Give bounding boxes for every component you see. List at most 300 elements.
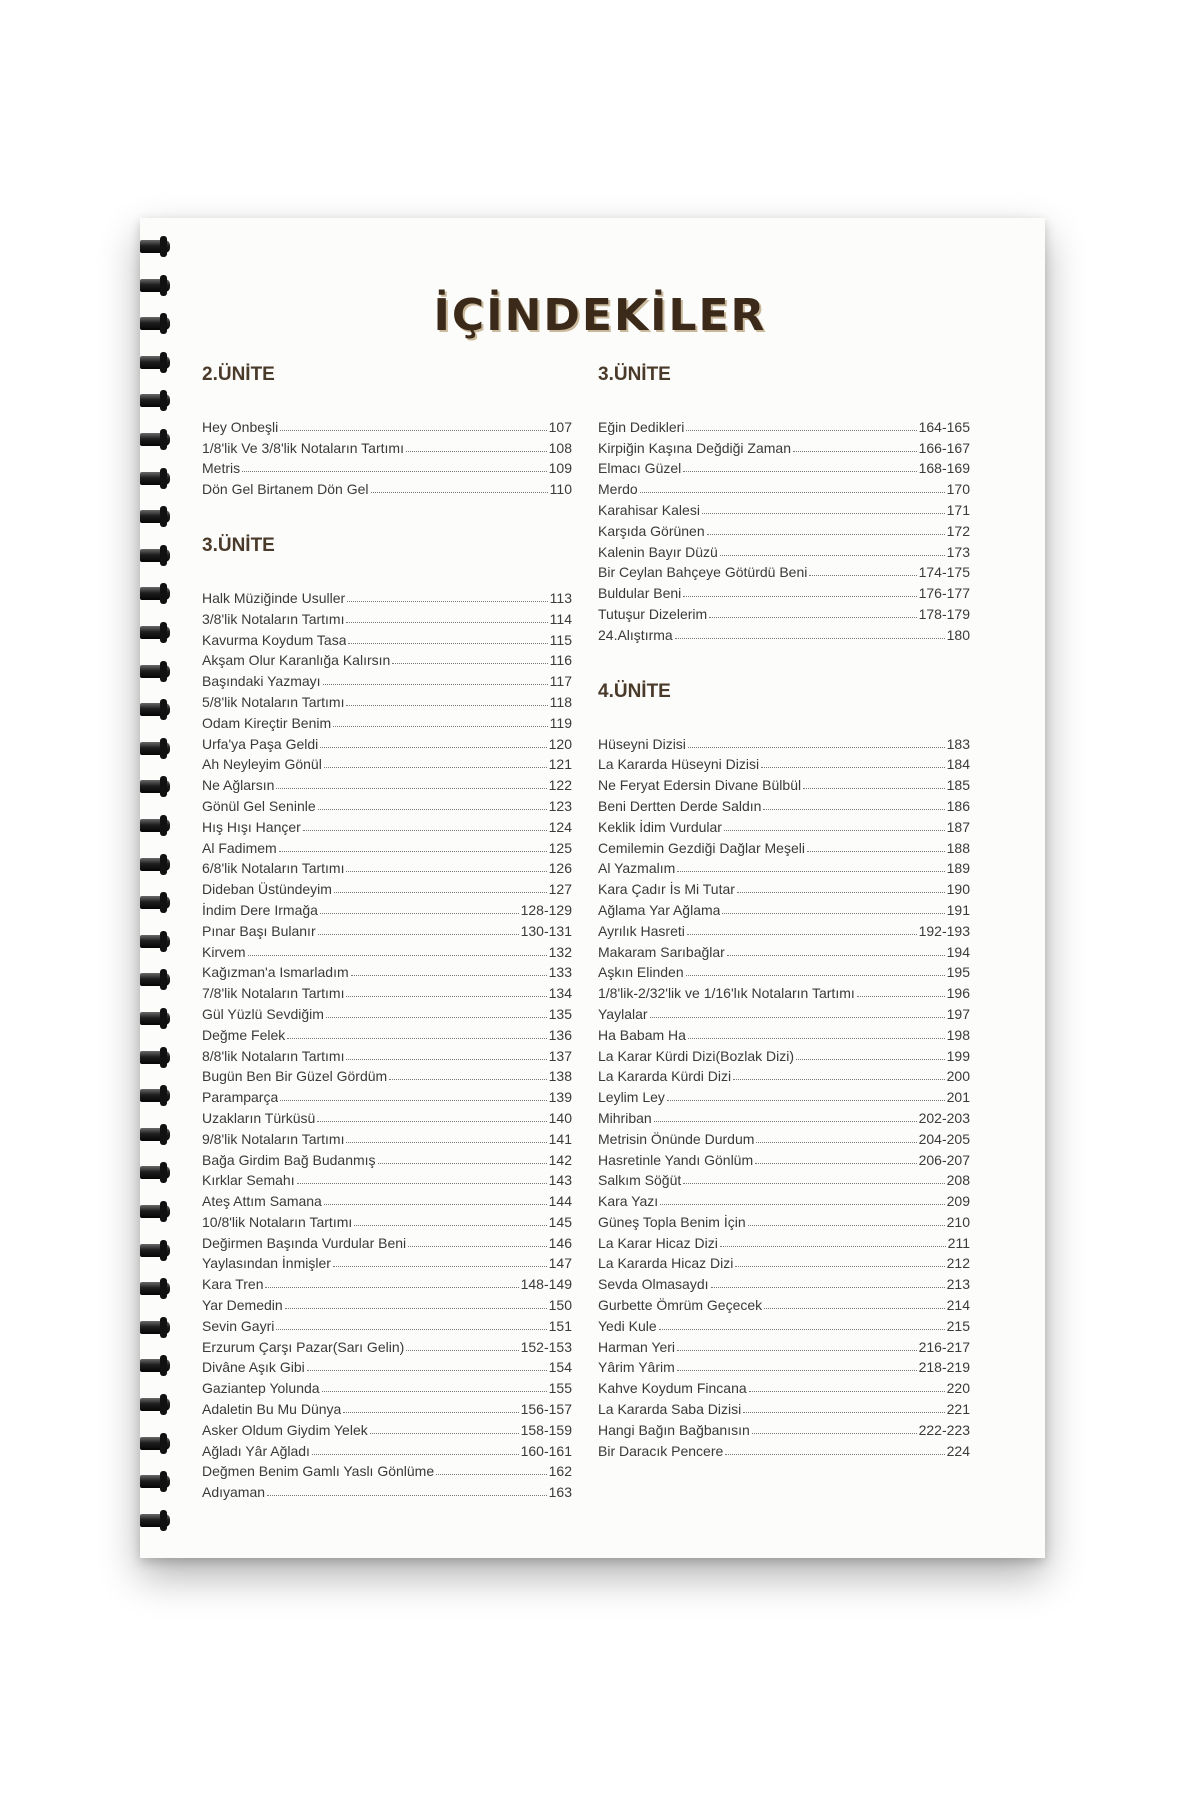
toc-entry-title: Bağa Girdim Bağ Budanmış [202, 1151, 376, 1168]
spiral-coil [140, 1089, 170, 1102]
dot-leader [677, 871, 944, 872]
dot-leader [807, 851, 945, 852]
spiral-coil [140, 626, 170, 639]
dot-leader [720, 555, 945, 556]
toc-entry-page: 151 [548, 1317, 572, 1334]
toc-entry [598, 1313, 970, 1334]
dot-leader [702, 513, 945, 514]
spiral-coil [140, 858, 170, 871]
toc-entry-title: Akşam Olur Karanlığa Kalırsın [202, 652, 391, 669]
toc-entry-title: 7/8'lik Notaların Tartımı [202, 985, 345, 1002]
toc-entry [202, 1417, 572, 1438]
toc-entry [598, 876, 970, 897]
toc-entry-title: Dideban Üstündeyim [202, 881, 332, 898]
dot-leader [347, 601, 548, 602]
toc-entry-title: Leylim Ley [598, 1089, 665, 1106]
toc-entry-page: 122 [548, 777, 572, 794]
toc-entry-title: La Karar Hicaz Dizi [598, 1234, 718, 1251]
toc-entry [202, 1271, 572, 1292]
toc-entry-title: Ağlama Yar Ağlama [598, 901, 721, 918]
dot-leader [654, 1121, 917, 1122]
spiral-binding [140, 240, 174, 1540]
toc-entry [202, 1064, 572, 1085]
dot-leader [756, 1142, 916, 1143]
toc-section [598, 681, 970, 1459]
toc-entry [598, 897, 970, 918]
toc-entry [598, 435, 970, 456]
toc-entry [202, 606, 572, 627]
toc-entry [202, 980, 572, 1001]
toc-entry-title: Gaziantep Yolunda [202, 1380, 320, 1397]
toc-entry-title: Kağızman'a Ismarladım [202, 964, 349, 981]
dot-leader [346, 1142, 546, 1143]
toc-entry-page: 218-219 [918, 1359, 970, 1376]
spiral-coil [140, 433, 170, 446]
toc-entry-title: Metrisin Önünde Durdum [598, 1130, 755, 1147]
toc-entry-page: 147 [548, 1255, 572, 1272]
toc-entry-title: Karşıda Görünen [598, 522, 705, 539]
toc-entry [202, 1126, 572, 1147]
toc-entry [202, 710, 572, 731]
toc-entry [598, 1251, 970, 1272]
toc-entry-page: 212 [946, 1255, 970, 1272]
toc-entry-title: La Kararda Hüseyni Dizisi [598, 756, 760, 773]
toc-entry-title: Makaram Sarıbağlar [598, 943, 725, 960]
dot-leader [297, 1183, 547, 1184]
toc-entry-title: 5/8'lik Notaların Tartımı [202, 693, 345, 710]
toc-entry-page: 214 [946, 1297, 970, 1314]
toc-entry-title: Pınar Başı Bulanır [202, 922, 316, 939]
spiral-coil [140, 1012, 170, 1025]
toc-entry-title: Gönül Gel Seninle [202, 797, 316, 814]
toc-entry [202, 1355, 572, 1376]
toc-entry-page: 208 [946, 1172, 970, 1189]
toc-entry-page: 196 [946, 985, 970, 1002]
toc-entry-title: Keklik İdim Vurdular [598, 818, 722, 835]
toc-entry-title: 8/8'lik Notaların Tartımı [202, 1047, 345, 1064]
toc-entry-title: Urfa'ya Paşa Geldi [202, 735, 319, 752]
toc-entry-page: 210 [946, 1213, 970, 1230]
spiral-coil [140, 742, 170, 755]
toc-entry [598, 1417, 970, 1438]
toc-entry-page: 119 [549, 714, 572, 731]
toc-entry-page: 133 [548, 964, 572, 981]
toc-entry-page: 213 [946, 1276, 970, 1293]
toc-entry-page: 204-205 [918, 1130, 970, 1147]
toc-entry [202, 1251, 572, 1272]
toc-entry [202, 1147, 572, 1168]
toc-entry-title: Al Yazmalım [598, 860, 676, 877]
toc-entry-title: 9/8'lik Notaların Tartımı [202, 1130, 345, 1147]
toc-entry-title: Karahisar Kalesi [598, 501, 700, 518]
toc-entry-page: 188 [946, 839, 970, 856]
toc-entry-page: 190 [946, 881, 970, 898]
toc-entry [202, 1168, 572, 1189]
toc-entry-title: 6/8'lik Notaların Tartımı [202, 860, 345, 877]
dot-leader [749, 1391, 945, 1392]
toc-entry [598, 1438, 970, 1459]
toc-entry-title: Yaylasından İnmişler [202, 1255, 331, 1272]
toc-entry [598, 1188, 970, 1209]
toc-entry-page: 201 [946, 1089, 970, 1106]
toc-entry [202, 1022, 572, 1043]
toc-entry [598, 560, 970, 581]
toc-entry-page: 127 [548, 881, 572, 898]
dot-leader [276, 788, 546, 789]
spiral-coil [140, 819, 170, 832]
spiral-coil [140, 665, 170, 678]
toc-entry [202, 772, 572, 793]
toc-entry [202, 476, 572, 497]
dot-leader [659, 1329, 945, 1330]
toc-entry [202, 627, 572, 648]
dot-leader [688, 747, 945, 748]
toc-entry-title: Hasretinle Yandı Gönlüm [598, 1151, 754, 1168]
toc-entry-title: Kara Tren [202, 1276, 264, 1293]
dot-leader [371, 492, 548, 493]
toc-entry-title: Tutuşur Dizelerim [598, 605, 708, 622]
toc-entry-page: 134 [548, 985, 572, 1002]
dot-leader [709, 617, 916, 618]
toc-entry [202, 1438, 572, 1459]
dot-leader [267, 1495, 547, 1496]
dot-leader [370, 1433, 519, 1434]
toc-entry-page: 128-129 [520, 901, 572, 918]
toc-entry-title: Gül Yüzlü Sevdiğim [202, 1005, 324, 1022]
dot-leader [392, 663, 547, 664]
toc-entry-title: Ayrılık Hasreti [598, 922, 685, 939]
toc-entry-page: 202-203 [918, 1109, 970, 1126]
toc-entry [202, 897, 572, 918]
spiral-coil [140, 356, 170, 369]
dot-leader [280, 430, 546, 431]
toc-entry-title: Ateş Attım Samana [202, 1193, 322, 1210]
dot-leader [343, 1412, 518, 1413]
toc-entry-title: Kirpiğin Kaşına Değdiği Zaman [598, 439, 791, 456]
toc-entry [598, 622, 970, 643]
toc-entry [598, 1043, 970, 1064]
spiral-coil [140, 703, 170, 716]
dot-leader [752, 1433, 917, 1434]
toc-entry-page: 162 [548, 1463, 572, 1480]
dot-leader [287, 1038, 546, 1039]
toc-entry-page: 158-159 [520, 1421, 572, 1438]
toc-entry [202, 835, 572, 856]
spiral-coil [140, 896, 170, 909]
toc-entry-page: 174-175 [918, 564, 970, 581]
toc-entry [202, 1084, 572, 1105]
toc-entry [598, 1105, 970, 1126]
dot-leader [333, 1266, 547, 1267]
toc-entry [598, 1064, 970, 1085]
toc-entry [202, 939, 572, 960]
dot-leader [675, 638, 945, 639]
dot-leader [406, 1350, 518, 1351]
dot-leader [687, 934, 917, 935]
toc-entry [598, 772, 970, 793]
spiral-coil [140, 1205, 170, 1218]
toc-entry-page: 215 [946, 1317, 970, 1334]
toc-entry-title: Yedi Kule [598, 1317, 657, 1334]
toc-entry [598, 856, 970, 877]
dot-leader [351, 975, 547, 976]
toc-entry-title: La Kararda Hicaz Dizi [598, 1255, 734, 1272]
toc-entry-page: 195 [946, 964, 970, 981]
dot-leader [320, 747, 546, 748]
toc-entry-title: Hey Onbeşli [202, 418, 279, 435]
dot-leader [748, 1225, 945, 1226]
toc-entry-title: Kalenin Bayır Düzü [598, 543, 718, 560]
toc-entry-title: İndim Dere Irmağa [202, 901, 318, 918]
dot-leader [346, 871, 546, 872]
toc-entry-title: Mihriban [598, 1109, 652, 1126]
toc-entry-title: Beni Dertten Derde Saldın [598, 797, 762, 814]
dot-leader [722, 913, 944, 914]
toc-entry-title: Elmacı Güzel [598, 460, 682, 477]
section-heading: 4.ÜNİTE [598, 680, 671, 702]
toc-entry [202, 456, 572, 477]
toc-entry-title: La Kararda Kürdi Dizi [598, 1068, 732, 1085]
toc-entry-title: Adıyaman [202, 1484, 266, 1501]
toc-entry [598, 1147, 970, 1168]
dot-leader [318, 809, 547, 810]
toc-entry-title: 3/8'lik Notaların Tartımı [202, 610, 345, 627]
spiral-coil [140, 587, 170, 600]
toc-entry [202, 1334, 572, 1355]
dot-leader [323, 684, 548, 685]
toc-entry [598, 580, 970, 601]
toc-entry-title: Bir Daracık Pencere [598, 1442, 724, 1459]
toc-entry-page: 124 [548, 818, 572, 835]
toc-entry-page: 183 [946, 735, 970, 752]
toc-entry-title: Değme Felek [202, 1026, 286, 1043]
toc-entry-page: 191 [946, 901, 970, 918]
toc-entry [598, 414, 970, 435]
toc-entry-title: Kirvem [202, 943, 246, 960]
dot-leader [857, 996, 945, 997]
toc-entry-title: Hüseyni Dizisi [598, 735, 686, 752]
dot-leader [720, 1246, 946, 1247]
toc-entry-title: Başındaki Yazmayı [202, 673, 321, 690]
dot-leader [724, 830, 945, 831]
toc-entry-page: 163 [548, 1484, 572, 1501]
toc-entry-page: 118 [549, 693, 572, 710]
dot-leader [761, 767, 945, 768]
toc-entry-page: 152-153 [520, 1338, 572, 1355]
toc-left-column [202, 364, 572, 1538]
toc-entry-title: Değmen Benim Gamlı Yaslı Gönlüme [202, 1463, 435, 1480]
toc-entry-title: Yar Demedin [202, 1297, 283, 1314]
toc-entry [598, 835, 970, 856]
dot-leader [764, 1308, 944, 1309]
section-heading: 3.ÜNİTE [598, 364, 671, 385]
toc-entry [598, 1292, 970, 1313]
toc-entry-page: 178-179 [918, 605, 970, 622]
toc-entry-page: 132 [548, 943, 572, 960]
toc-entry-page: 187 [946, 818, 970, 835]
toc-entry [202, 668, 572, 689]
dot-leader [803, 788, 945, 789]
toc-entry-page: 107 [548, 418, 572, 435]
toc-entry-title: 1/8'lik-2/32'lik ve 1/16'lık Notaların Tartımı [598, 985, 855, 1002]
dot-leader [354, 1225, 546, 1226]
toc-entry-page: 154 [548, 1359, 572, 1376]
toc-entry [598, 456, 970, 477]
toc-entry-title: Bir Ceylan Bahçeye Götürdü Beni [598, 564, 808, 581]
dot-leader [667, 1100, 945, 1101]
toc-entry-page: 200 [946, 1068, 970, 1085]
toc-entry [598, 539, 970, 560]
toc-entry-title: Erzurum Çarşı Pazar(Sarı Gelin) [202, 1338, 405, 1355]
toc-entry [598, 1168, 970, 1189]
toc-entry-title: Sevda Olmasaydı [598, 1276, 709, 1293]
toc-entry-title: Sevin Gayri [202, 1317, 275, 1334]
toc-entry-page: 221 [946, 1401, 970, 1418]
toc-entry-page: 142 [548, 1151, 572, 1168]
toc-entry-page: 110 [549, 481, 572, 498]
toc-entry-page: 186 [946, 797, 970, 814]
spiral-coil [140, 472, 170, 485]
toc-entry-title: 10/8'lik Notaların Tartımı [202, 1213, 353, 1230]
dot-leader [725, 1454, 944, 1455]
toc-entry-title: Ah Neyleyim Gönül [202, 756, 322, 773]
spiral-coil [140, 1166, 170, 1179]
toc-entry-page: 145 [548, 1213, 572, 1230]
toc-entry [202, 731, 572, 752]
toc-entry-title: Güneş Topla Benim İçin [598, 1213, 746, 1230]
dot-leader [686, 430, 916, 431]
toc-entry-page: 139 [548, 1089, 572, 1106]
toc-entry-page: 197 [946, 1005, 970, 1022]
toc-entry [202, 1396, 572, 1417]
toc-entry-page: 136 [548, 1026, 572, 1043]
toc-entry-title: Dön Gel Birtanem Dön Gel [202, 481, 369, 498]
toc-entry [202, 689, 572, 710]
toc-entry-title: Kahve Koydum Fincana [598, 1380, 747, 1397]
toc-entry-page: 146 [548, 1234, 572, 1251]
spiral-coil [140, 1051, 170, 1064]
toc-entry-page: 108 [548, 439, 572, 456]
toc-entry-title: Asker Oldum Giydim Yelek [202, 1421, 368, 1438]
dot-leader [763, 809, 944, 810]
toc-entry-title: Cemilemin Gezdiği Dağlar Meşeli [598, 839, 805, 856]
dot-leader [436, 1474, 547, 1475]
toc-entry [598, 980, 970, 1001]
dot-leader [683, 596, 916, 597]
spiral-coil [140, 1398, 170, 1411]
toc-entry [598, 1334, 970, 1355]
spiral-coil [140, 973, 170, 986]
toc-entry [598, 960, 970, 981]
toc-section [598, 364, 970, 643]
toc-entry [202, 1043, 572, 1064]
toc-entry [598, 601, 970, 622]
spiral-coil [140, 1282, 170, 1295]
spiral-coil [140, 780, 170, 793]
toc-entry-page: 130-131 [520, 922, 572, 939]
toc-entry-page: 216-217 [918, 1338, 970, 1355]
dot-leader [677, 1350, 917, 1351]
toc-entry [202, 960, 572, 981]
toc-entry-title: Salkım Söğüt [598, 1172, 682, 1189]
toc-entry [202, 585, 572, 606]
dot-leader [324, 1204, 547, 1205]
dot-leader [317, 1121, 546, 1122]
dot-leader [285, 1308, 547, 1309]
toc-entry [598, 1396, 970, 1417]
dot-leader [346, 1059, 546, 1060]
toc-entry [202, 648, 572, 669]
dot-leader [318, 934, 519, 935]
toc-entry-page: 166-167 [918, 439, 970, 456]
toc-entry-page: 164-165 [918, 418, 970, 435]
toc-entry [598, 1271, 970, 1292]
toc-entry-title: Ne Ağlarsın [202, 777, 275, 794]
toc-entry-page: 194 [946, 943, 970, 960]
dot-leader [707, 534, 945, 535]
toc-entry-page: 109 [548, 460, 572, 477]
spiral-coil [140, 1437, 170, 1450]
toc-entry-title: Bugün Ben Bir Güzel Gördüm [202, 1068, 388, 1085]
dot-leader [406, 451, 547, 452]
toc-entry [598, 1001, 970, 1022]
toc-entry-title: Merdo [598, 481, 638, 498]
toc-section [202, 535, 572, 1500]
toc-entry-title: Adaletin Bu Mu Dünya [202, 1401, 342, 1418]
dot-leader [333, 726, 548, 727]
dot-leader [793, 451, 917, 452]
dot-leader [683, 1183, 944, 1184]
toc-entry [202, 918, 572, 939]
toc-entry-page: 137 [548, 1047, 572, 1064]
spiral-coil [140, 240, 170, 253]
toc-entry [598, 1126, 970, 1147]
toc-entry-page: 199 [946, 1047, 970, 1064]
toc-right-column [598, 364, 970, 1497]
toc-entry [202, 1479, 572, 1500]
dot-leader [346, 705, 547, 706]
dot-leader [389, 1079, 546, 1080]
dot-leader [737, 892, 945, 893]
toc-entry-page: 170 [946, 481, 970, 498]
section-heading: 3.ÜNİTE [202, 535, 275, 557]
toc-entry-page: 141 [548, 1130, 572, 1147]
dot-leader [796, 1059, 945, 1060]
dot-leader [324, 767, 547, 768]
toc-entry-title: Ha Babam Ha [598, 1026, 686, 1043]
toc-entry-title: Harman Yeri [598, 1338, 676, 1355]
dot-leader [688, 1038, 945, 1039]
dot-leader [307, 1370, 547, 1371]
toc-entry-title: Ne Feryat Edersin Divane Bülbül [598, 777, 802, 794]
toc-entry [202, 856, 572, 877]
toc-entry-title: Kara Yazı [598, 1193, 659, 1210]
toc-entry-page: 143 [548, 1172, 572, 1189]
toc-entry-page: 117 [549, 673, 572, 690]
toc-entry-title: 24.Alıştırma [598, 626, 673, 643]
toc-entry [598, 1209, 970, 1230]
toc-section [202, 364, 572, 497]
toc-entry [202, 1188, 572, 1209]
toc-entry-title: Uzakların Türküsü [202, 1109, 316, 1126]
toc-entry-page: 222-223 [918, 1421, 970, 1438]
dot-leader [346, 622, 547, 623]
spiral-coil [140, 935, 170, 948]
dot-leader [303, 830, 547, 831]
toc-entry-title: Hangi Bağın Bağbanısın [598, 1421, 750, 1438]
toc-entry-page: 123 [548, 797, 572, 814]
toc-entry-page: 189 [946, 860, 970, 877]
